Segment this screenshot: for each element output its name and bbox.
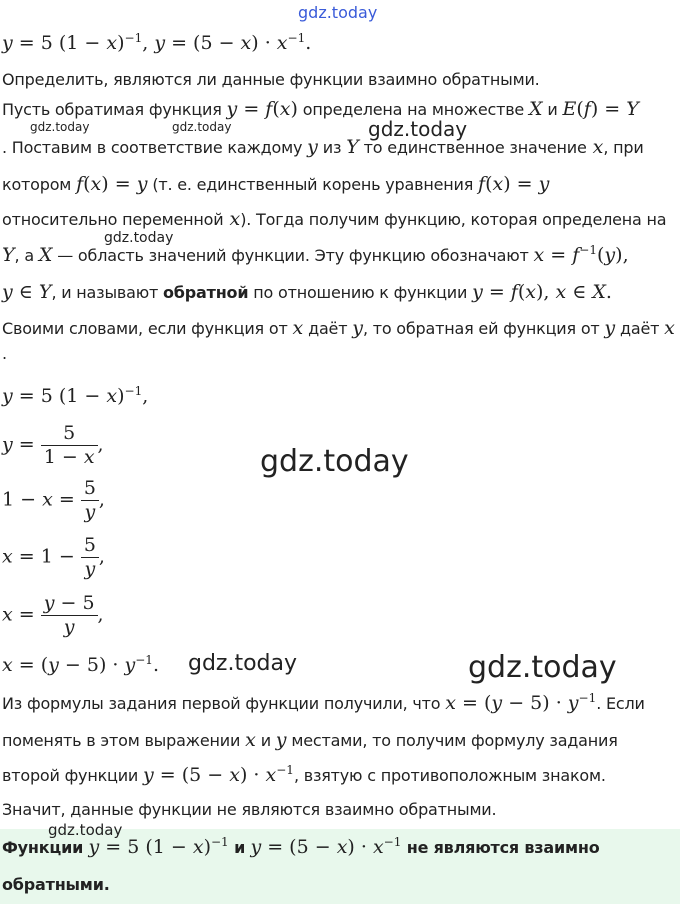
watermark-large-1: gdz.today (260, 444, 409, 479)
task-formula: y = 5 $(1 - x)^{-1}$, $y = (5 - x) \cdot x^{-1}$. (2, 31, 312, 54)
theory-line-4: относительно переменной x). Тогда получим функцию, которая определена на (2, 208, 667, 230)
derivation-step-2: y = $\frac{5}{1 - x}$ , (2, 422, 104, 468)
theory-line-7-dot: . (2, 344, 7, 363)
task-question: Определить, являются ли данные функции взаимно обратными. (2, 70, 540, 89)
derivation-step-1: y = 5 $(1 - x)^{-1}$, (2, 384, 149, 407)
theory-line-3: котором f(x) = y (т. е. единственный корень уравнения f(x) = y (2, 173, 550, 195)
answer-line-1: Функции y = 5 $(1 - x)^{-1}$ и $y = (5 - x) \cdot x^{-1}$ не являются взаимно (2, 835, 600, 858)
watermark-small-4: gdz.today (48, 821, 123, 839)
derivation-step-6: $x = (y - 5) \cdot y^{-1}$. (2, 653, 159, 676)
watermark-small-1: gdz.today (30, 120, 90, 134)
theory-line-1: Пусть обратимая функция y = f(x) определена на множестве X и E(f) = Y (2, 98, 639, 120)
watermark-top: gdz.today (298, 3, 378, 22)
answer-line-2: обратными. (2, 875, 110, 894)
derivation-step-3: 1 − x = $\frac{5}{y}$ , (2, 477, 105, 523)
theory-line-6: y ∈ Y, и называют обратной по отношению к функции y = f(x), x ∈ X. (2, 281, 612, 303)
conclusion-line-4: Значит, данные функции не являются взаимно обратными. (2, 800, 497, 819)
theory-line-5: Y, а X — область значений функции. Эту функцию обозначают $x = f^{-1}(y)$, (2, 243, 629, 266)
derivation-step-4: x = 1 − $\frac{5}{y}$ , (2, 534, 105, 580)
watermark-medium-2: gdz.today (188, 651, 298, 676)
conclusion-line-1: Из формулы задания первой функции получили, что $x = (y - 5) \cdot y^{-1}$. Если (2, 691, 645, 714)
conclusion-line-2: поменять в этом выражении x и y местами, то получим формулу задания (2, 729, 618, 751)
watermark-small-3: gdz.today (104, 230, 174, 246)
theory-line-7: Своими словами, если функция от x даёт y, то обратная ей функция от y даёт x (2, 317, 675, 339)
watermark-small-2: gdz.today (172, 120, 232, 134)
derivation-step-5: x = $\frac{y - 5}{y}$ , (2, 592, 104, 638)
watermark-large-2: gdz.today (468, 650, 617, 685)
watermark-medium-1: gdz.today (368, 117, 468, 141)
theory-line-2: . Поставим в соответствие каждому y из Y то единственное значение x, при (2, 136, 644, 158)
conclusion-line-3: второй функции $y = (5 - x) \cdot x^{-1}$, взятую с противоположным знаком. (2, 763, 606, 786)
